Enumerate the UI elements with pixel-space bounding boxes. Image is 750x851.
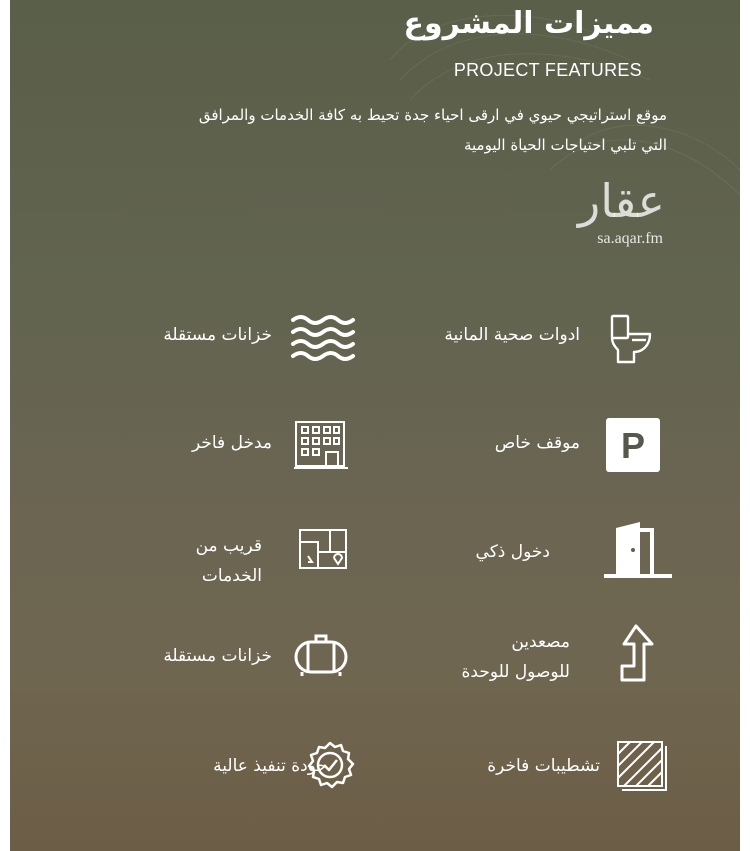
water-waves-icon	[290, 314, 356, 362]
up-arrow-icon	[618, 624, 658, 684]
feature-elevators-line-1: مصعدين	[511, 632, 570, 652]
page-subtitle: PROJECT FEATURES	[453, 60, 642, 80]
description-line-2: التي تلبي احتياجات الحياة اليومية	[463, 136, 667, 154]
map-icon	[298, 528, 348, 572]
feature-near-services-line-1: قريب من	[195, 536, 262, 556]
page-title: مميزات المشروع	[403, 6, 654, 41]
feature-quality-label: جودة تنفيذ عالية	[213, 756, 327, 776]
feature-smart-entry-label: دخول ذكي	[475, 542, 550, 562]
parking-icon	[606, 418, 660, 472]
svg-text:P: P	[620, 425, 646, 466]
features-panel	[10, 0, 740, 851]
feature-near-services-line-2: الخدمات	[201, 566, 262, 586]
feature-parking-label: موقف خاص	[494, 433, 580, 453]
feature-entrance-label: مدخل فاخر	[191, 433, 272, 453]
feature-tanks-2-label: خزانات مستقلة	[163, 646, 272, 666]
door-icon	[602, 520, 674, 580]
description-line-1: موقع استراتيجي حيوي في ارقى احياء جدة تحيط به كافة الخدمات والمرافق	[198, 106, 667, 124]
watermark-logo: عقار	[578, 174, 665, 228]
feature-sanitary-label: ادوات صحية المانية	[444, 325, 580, 345]
feature-elevators-line-2: للوصول للوحدة	[461, 662, 570, 682]
building-icon	[294, 420, 348, 470]
feature-finishes-label: تشطيبات فاخرة	[487, 756, 600, 776]
feature-tanks-1-label: خزانات مستقلة	[163, 325, 272, 345]
tank-icon	[292, 632, 350, 678]
watermark-url: sa.aqar.fm	[597, 230, 663, 247]
tiles-icon	[616, 740, 668, 792]
toilet-icon	[606, 312, 656, 368]
